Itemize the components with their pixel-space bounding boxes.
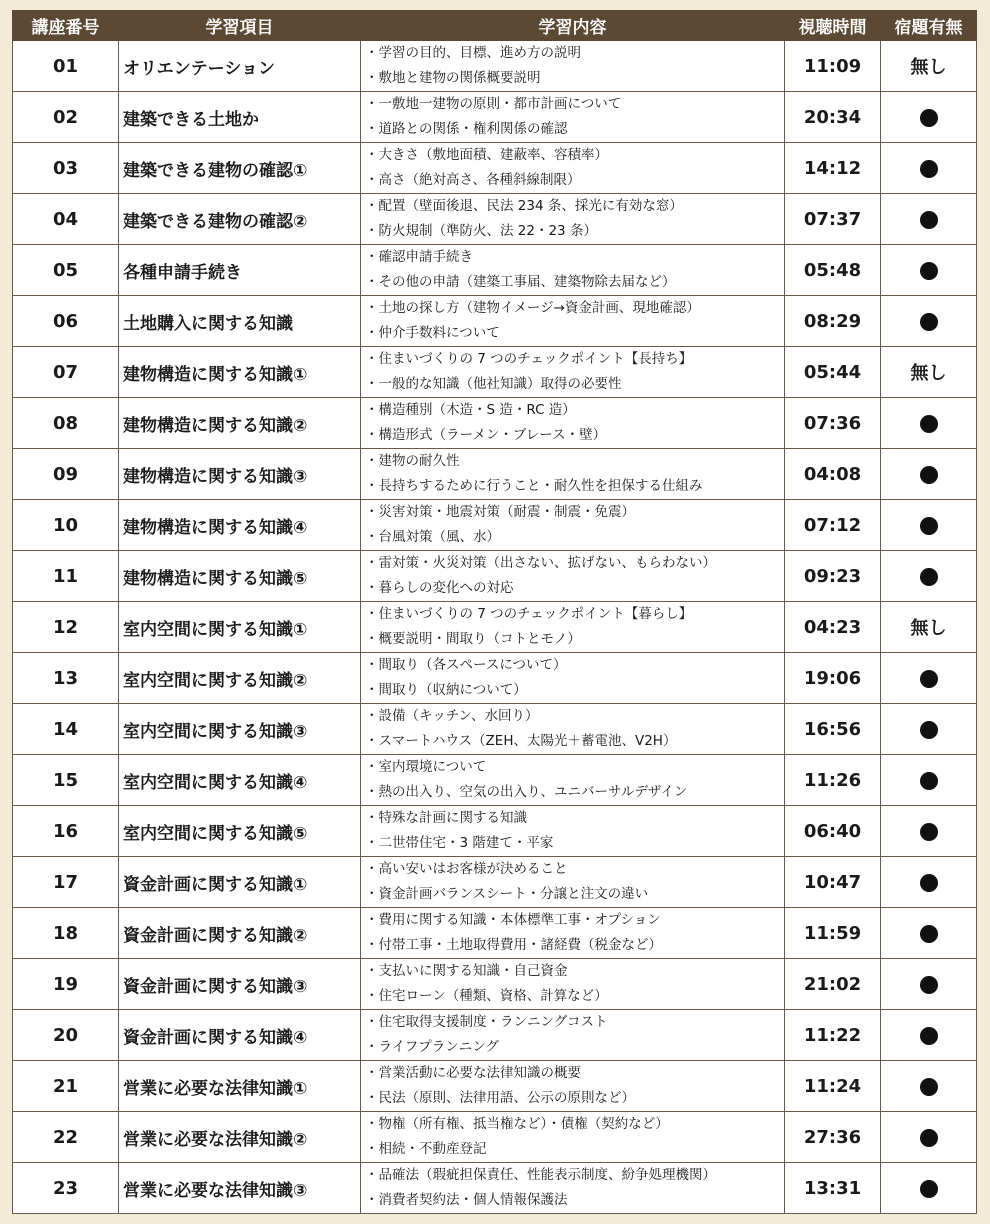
lecture-content <box>361 92 785 143</box>
content-line: ・二世帯住宅・3 階建て・平家 <box>365 835 554 851</box>
table-row <box>13 1112 977 1163</box>
content-line: ・その他の申請（建築工事届、建築物除去届など） <box>365 274 676 290</box>
lecture-number: 05 <box>13 245 119 296</box>
header-time: 視聴時間 <box>785 11 881 41</box>
content-line: ・概要説明・間取り（コトとモノ） <box>365 631 581 647</box>
content-line: ・民法（原則、法律用語、公示の原則など） <box>365 1090 635 1106</box>
lecture-number: 11 <box>13 551 119 602</box>
lecture-topic: 土地購入に関する知識 <box>119 296 361 347</box>
content-line: ・構造形式（ラーメン・ブレース・壁） <box>365 427 607 443</box>
lecture-number: 04 <box>13 194 119 245</box>
lecture-content <box>361 704 785 755</box>
lecture-topic: オリエンテーション <box>119 41 361 92</box>
homework-dot-icon <box>920 1129 938 1147</box>
homework-dot-icon <box>920 568 938 586</box>
lecture-topic: 建築できる建物の確認① <box>119 143 361 194</box>
lecture-topic: 資金計画に関する知識② <box>119 908 361 959</box>
viewing-time: 07:36 <box>785 398 881 449</box>
homework-status <box>881 551 977 602</box>
header-number: 講座番号 <box>13 11 119 41</box>
lecture-content <box>361 398 785 449</box>
table-row <box>13 296 977 347</box>
viewing-time: 10:47 <box>785 857 881 908</box>
homework-status <box>881 1010 977 1061</box>
lecture-content <box>361 908 785 959</box>
viewing-time: 05:44 <box>785 347 881 398</box>
lecture-topic: 建物構造に関する知識② <box>119 398 361 449</box>
lecture-topic: 室内空間に関する知識② <box>119 653 361 704</box>
lecture-content <box>361 41 785 92</box>
lecture-number: 14 <box>13 704 119 755</box>
content-line: ・敷地と建物の関係概要説明 <box>365 70 541 86</box>
homework-status: 無し <box>881 41 977 92</box>
course-table-sheet <box>12 10 976 1214</box>
table-row <box>13 857 977 908</box>
lecture-number: 02 <box>13 92 119 143</box>
homework-status <box>881 296 977 347</box>
content-line: ・道路との関係・権利関係の確認 <box>365 121 568 137</box>
course-table <box>12 10 977 1214</box>
header-content: 学習内容 <box>361 11 785 41</box>
lecture-number: 20 <box>13 1010 119 1061</box>
table-row <box>13 602 977 653</box>
homework-dot-icon <box>920 925 938 943</box>
viewing-time: 05:48 <box>785 245 881 296</box>
lecture-topic: 資金計画に関する知識① <box>119 857 361 908</box>
homework-status <box>881 1112 977 1163</box>
content-line: ・付帯工事・土地取得費用・諸経費（税金など） <box>365 937 662 953</box>
content-line: ・住まいづくりの 7 つのチェックポイント【長持ち】 <box>365 351 693 367</box>
viewing-time: 11:09 <box>785 41 881 92</box>
content-line: ・営業活動に必要な法律知識の概要 <box>365 1065 581 1081</box>
content-line: ・ライフプランニング <box>365 1039 499 1055</box>
content-line: ・土地の探し方（建物イメージ→資金計画、現地確認） <box>365 300 700 316</box>
homework-status <box>881 398 977 449</box>
homework-dot-icon <box>920 823 938 841</box>
lecture-number: 09 <box>13 449 119 500</box>
content-line: ・スマートハウス（ZEH、太陽光＋蓄電池、V2H） <box>365 733 677 749</box>
lecture-number: 17 <box>13 857 119 908</box>
content-line: ・消費者契約法・個人情報保護法 <box>365 1192 568 1208</box>
table-row <box>13 1163 977 1214</box>
homework-status <box>881 1061 977 1112</box>
homework-dot-icon <box>920 211 938 229</box>
content-line: ・住宅取得支援制度・ランニングコスト <box>365 1014 608 1030</box>
content-line: ・住まいづくりの 7 つのチェックポイント【暮らし】 <box>365 606 693 622</box>
table-row <box>13 500 977 551</box>
lecture-content <box>361 449 785 500</box>
lecture-content <box>361 296 785 347</box>
content-line: ・品確法（瑕疵担保責任、性能表示制度、紛争処理機関） <box>365 1167 716 1183</box>
homework-dot-icon <box>920 721 938 739</box>
lecture-topic: 資金計画に関する知識③ <box>119 959 361 1010</box>
homework-dot-icon <box>920 1078 938 1096</box>
table-row <box>13 704 977 755</box>
viewing-time: 09:23 <box>785 551 881 602</box>
homework-dot-icon <box>920 670 938 688</box>
homework-dot-icon <box>920 415 938 433</box>
homework-dot-icon <box>920 313 938 331</box>
content-line: ・特殊な計画に関する知識 <box>365 810 527 826</box>
content-line: ・設備（キッチン、水回り） <box>365 708 539 724</box>
lecture-number: 01 <box>13 41 119 92</box>
table-row <box>13 1061 977 1112</box>
homework-status <box>881 908 977 959</box>
content-line: ・室内環境について <box>365 759 487 775</box>
viewing-time: 07:12 <box>785 500 881 551</box>
homework-status <box>881 959 977 1010</box>
lecture-content <box>361 653 785 704</box>
lecture-content <box>361 500 785 551</box>
homework-status <box>881 653 977 704</box>
homework-status <box>881 194 977 245</box>
homework-dot-icon <box>920 1180 938 1198</box>
content-line: ・暮らしの変化への対応 <box>365 580 514 596</box>
viewing-time: 06:40 <box>785 806 881 857</box>
homework-status <box>881 245 977 296</box>
table-body <box>13 41 977 1214</box>
content-line: ・住宅ローン（種類、資格、計算など） <box>365 988 608 1004</box>
lecture-content <box>361 1010 785 1061</box>
homework-dot-icon <box>920 772 938 790</box>
content-line: ・物権（所有権、抵当権など）・債権（契約など） <box>365 1116 669 1132</box>
content-line: ・配置（壁面後退、民法 234 条、採光に有効な窓） <box>365 198 683 214</box>
homework-status <box>881 806 977 857</box>
content-line: ・雷対策・火災対策（出さない、拡げない、もらわない） <box>365 555 716 571</box>
viewing-time: 21:02 <box>785 959 881 1010</box>
homework-dot-icon <box>920 160 938 178</box>
homework-dot-icon <box>920 874 938 892</box>
content-line: ・相続・不動産登記 <box>365 1141 487 1157</box>
homework-status <box>881 857 977 908</box>
lecture-topic: 室内空間に関する知識⑤ <box>119 806 361 857</box>
lecture-topic: 室内空間に関する知識④ <box>119 755 361 806</box>
lecture-content <box>361 959 785 1010</box>
lecture-number: 23 <box>13 1163 119 1214</box>
content-line: ・一般的な知識（他社知識）取得の必要性 <box>365 376 622 392</box>
lecture-topic: 建築できる建物の確認② <box>119 194 361 245</box>
homework-status <box>881 704 977 755</box>
table-row <box>13 92 977 143</box>
lecture-topic: 建築できる土地か <box>119 92 361 143</box>
content-line: ・防火規制（準防火、法 22・23 条） <box>365 223 597 239</box>
table-row <box>13 245 977 296</box>
viewing-time: 27:36 <box>785 1112 881 1163</box>
lecture-topic: 建物構造に関する知識③ <box>119 449 361 500</box>
lecture-number: 13 <box>13 653 119 704</box>
lecture-number: 22 <box>13 1112 119 1163</box>
table-header <box>13 11 977 41</box>
viewing-time: 07:37 <box>785 194 881 245</box>
table-row <box>13 194 977 245</box>
content-line: ・確認申請手続き <box>365 249 473 265</box>
table-row <box>13 143 977 194</box>
lecture-number: 21 <box>13 1061 119 1112</box>
lecture-topic: 営業に必要な法律知識③ <box>119 1163 361 1214</box>
content-line: ・資金計画バランスシート・分譲と注文の違い <box>365 886 649 902</box>
viewing-time: 20:34 <box>785 92 881 143</box>
table-row <box>13 551 977 602</box>
table-row <box>13 449 977 500</box>
content-line: ・長持ちするために行うこと・耐久性を担保する仕組み <box>365 478 703 494</box>
content-line: ・一敷地一建物の原則・都市計画について <box>365 96 622 112</box>
table-row <box>13 908 977 959</box>
table-row <box>13 755 977 806</box>
content-line: ・学習の目的、目標、進め方の説明 <box>365 45 581 61</box>
lecture-number: 18 <box>13 908 119 959</box>
table-row <box>13 1010 977 1061</box>
lecture-number: 07 <box>13 347 119 398</box>
content-line: ・台風対策（風、水） <box>365 529 500 545</box>
content-line: ・費用に関する知識・本体標準工事・オプション <box>365 912 661 928</box>
viewing-time: 19:06 <box>785 653 881 704</box>
viewing-time: 04:23 <box>785 602 881 653</box>
homework-dot-icon <box>920 466 938 484</box>
viewing-time: 11:26 <box>785 755 881 806</box>
lecture-number: 16 <box>13 806 119 857</box>
lecture-topic: 建物構造に関する知識⑤ <box>119 551 361 602</box>
homework-dot-icon <box>920 976 938 994</box>
header-homework: 宿題有無 <box>881 11 977 41</box>
table-row <box>13 959 977 1010</box>
homework-status <box>881 92 977 143</box>
table-row <box>13 347 977 398</box>
lecture-content <box>361 1112 785 1163</box>
content-line: ・仲介手数料について <box>365 325 500 341</box>
viewing-time: 11:24 <box>785 1061 881 1112</box>
lecture-topic: 建物構造に関する知識① <box>119 347 361 398</box>
viewing-time: 11:22 <box>785 1010 881 1061</box>
homework-status <box>881 449 977 500</box>
lecture-topic: 営業に必要な法律知識① <box>119 1061 361 1112</box>
content-line: ・熱の出入り、空気の出入り、ユニバーサルデザイン <box>365 784 688 800</box>
lecture-content <box>361 755 785 806</box>
content-line: ・大きさ（敷地面積、建蔽率、容積率） <box>365 147 608 163</box>
viewing-time: 04:08 <box>785 449 881 500</box>
lecture-content <box>361 806 785 857</box>
lecture-topic: 室内空間に関する知識① <box>119 602 361 653</box>
content-line: ・高い安いはお客様が決めること <box>365 861 568 877</box>
lecture-number: 19 <box>13 959 119 1010</box>
viewing-time: 14:12 <box>785 143 881 194</box>
content-line: ・構造種別（木造・S 造・RC 造） <box>365 402 576 418</box>
homework-dot-icon <box>920 109 938 127</box>
lecture-content <box>361 551 785 602</box>
lecture-topic: 各種申請手続き <box>119 245 361 296</box>
homework-status <box>881 143 977 194</box>
content-line: ・災害対策・地震対策（耐震・制震・免震） <box>365 504 635 520</box>
homework-status: 無し <box>881 602 977 653</box>
table-row <box>13 806 977 857</box>
homework-status <box>881 500 977 551</box>
content-line: ・支払いに関する知識・自己資金 <box>365 963 568 979</box>
lecture-topic: 室内空間に関する知識③ <box>119 704 361 755</box>
lecture-content <box>361 602 785 653</box>
homework-dot-icon <box>920 262 938 280</box>
lecture-topic: 建物構造に関する知識④ <box>119 500 361 551</box>
lecture-topic: 資金計画に関する知識④ <box>119 1010 361 1061</box>
homework-status <box>881 1163 977 1214</box>
lecture-number: 15 <box>13 755 119 806</box>
lecture-number: 06 <box>13 296 119 347</box>
lecture-number: 10 <box>13 500 119 551</box>
homework-dot-icon <box>920 1027 938 1045</box>
homework-dot-icon <box>920 517 938 535</box>
lecture-number: 08 <box>13 398 119 449</box>
lecture-content <box>361 143 785 194</box>
lecture-number: 03 <box>13 143 119 194</box>
content-line: ・間取り（各スペースについて） <box>365 657 567 673</box>
viewing-time: 08:29 <box>785 296 881 347</box>
header-row <box>13 11 977 41</box>
viewing-time: 11:59 <box>785 908 881 959</box>
viewing-time: 16:56 <box>785 704 881 755</box>
lecture-content <box>361 245 785 296</box>
homework-status: 無し <box>881 347 977 398</box>
content-line: ・高さ（絶対高さ、各種斜線制限） <box>365 172 581 188</box>
lecture-topic: 営業に必要な法律知識② <box>119 1112 361 1163</box>
homework-status <box>881 755 977 806</box>
table-row <box>13 41 977 92</box>
viewing-time: 13:31 <box>785 1163 881 1214</box>
table-row <box>13 653 977 704</box>
lecture-content <box>361 857 785 908</box>
lecture-number: 12 <box>13 602 119 653</box>
lecture-content <box>361 1163 785 1214</box>
lecture-content <box>361 194 785 245</box>
lecture-content <box>361 347 785 398</box>
header-topic: 学習項目 <box>119 11 361 41</box>
lecture-content <box>361 1061 785 1112</box>
table-row <box>13 398 977 449</box>
content-line: ・間取り（収納について） <box>365 682 527 698</box>
content-line: ・建物の耐久性 <box>365 453 460 469</box>
